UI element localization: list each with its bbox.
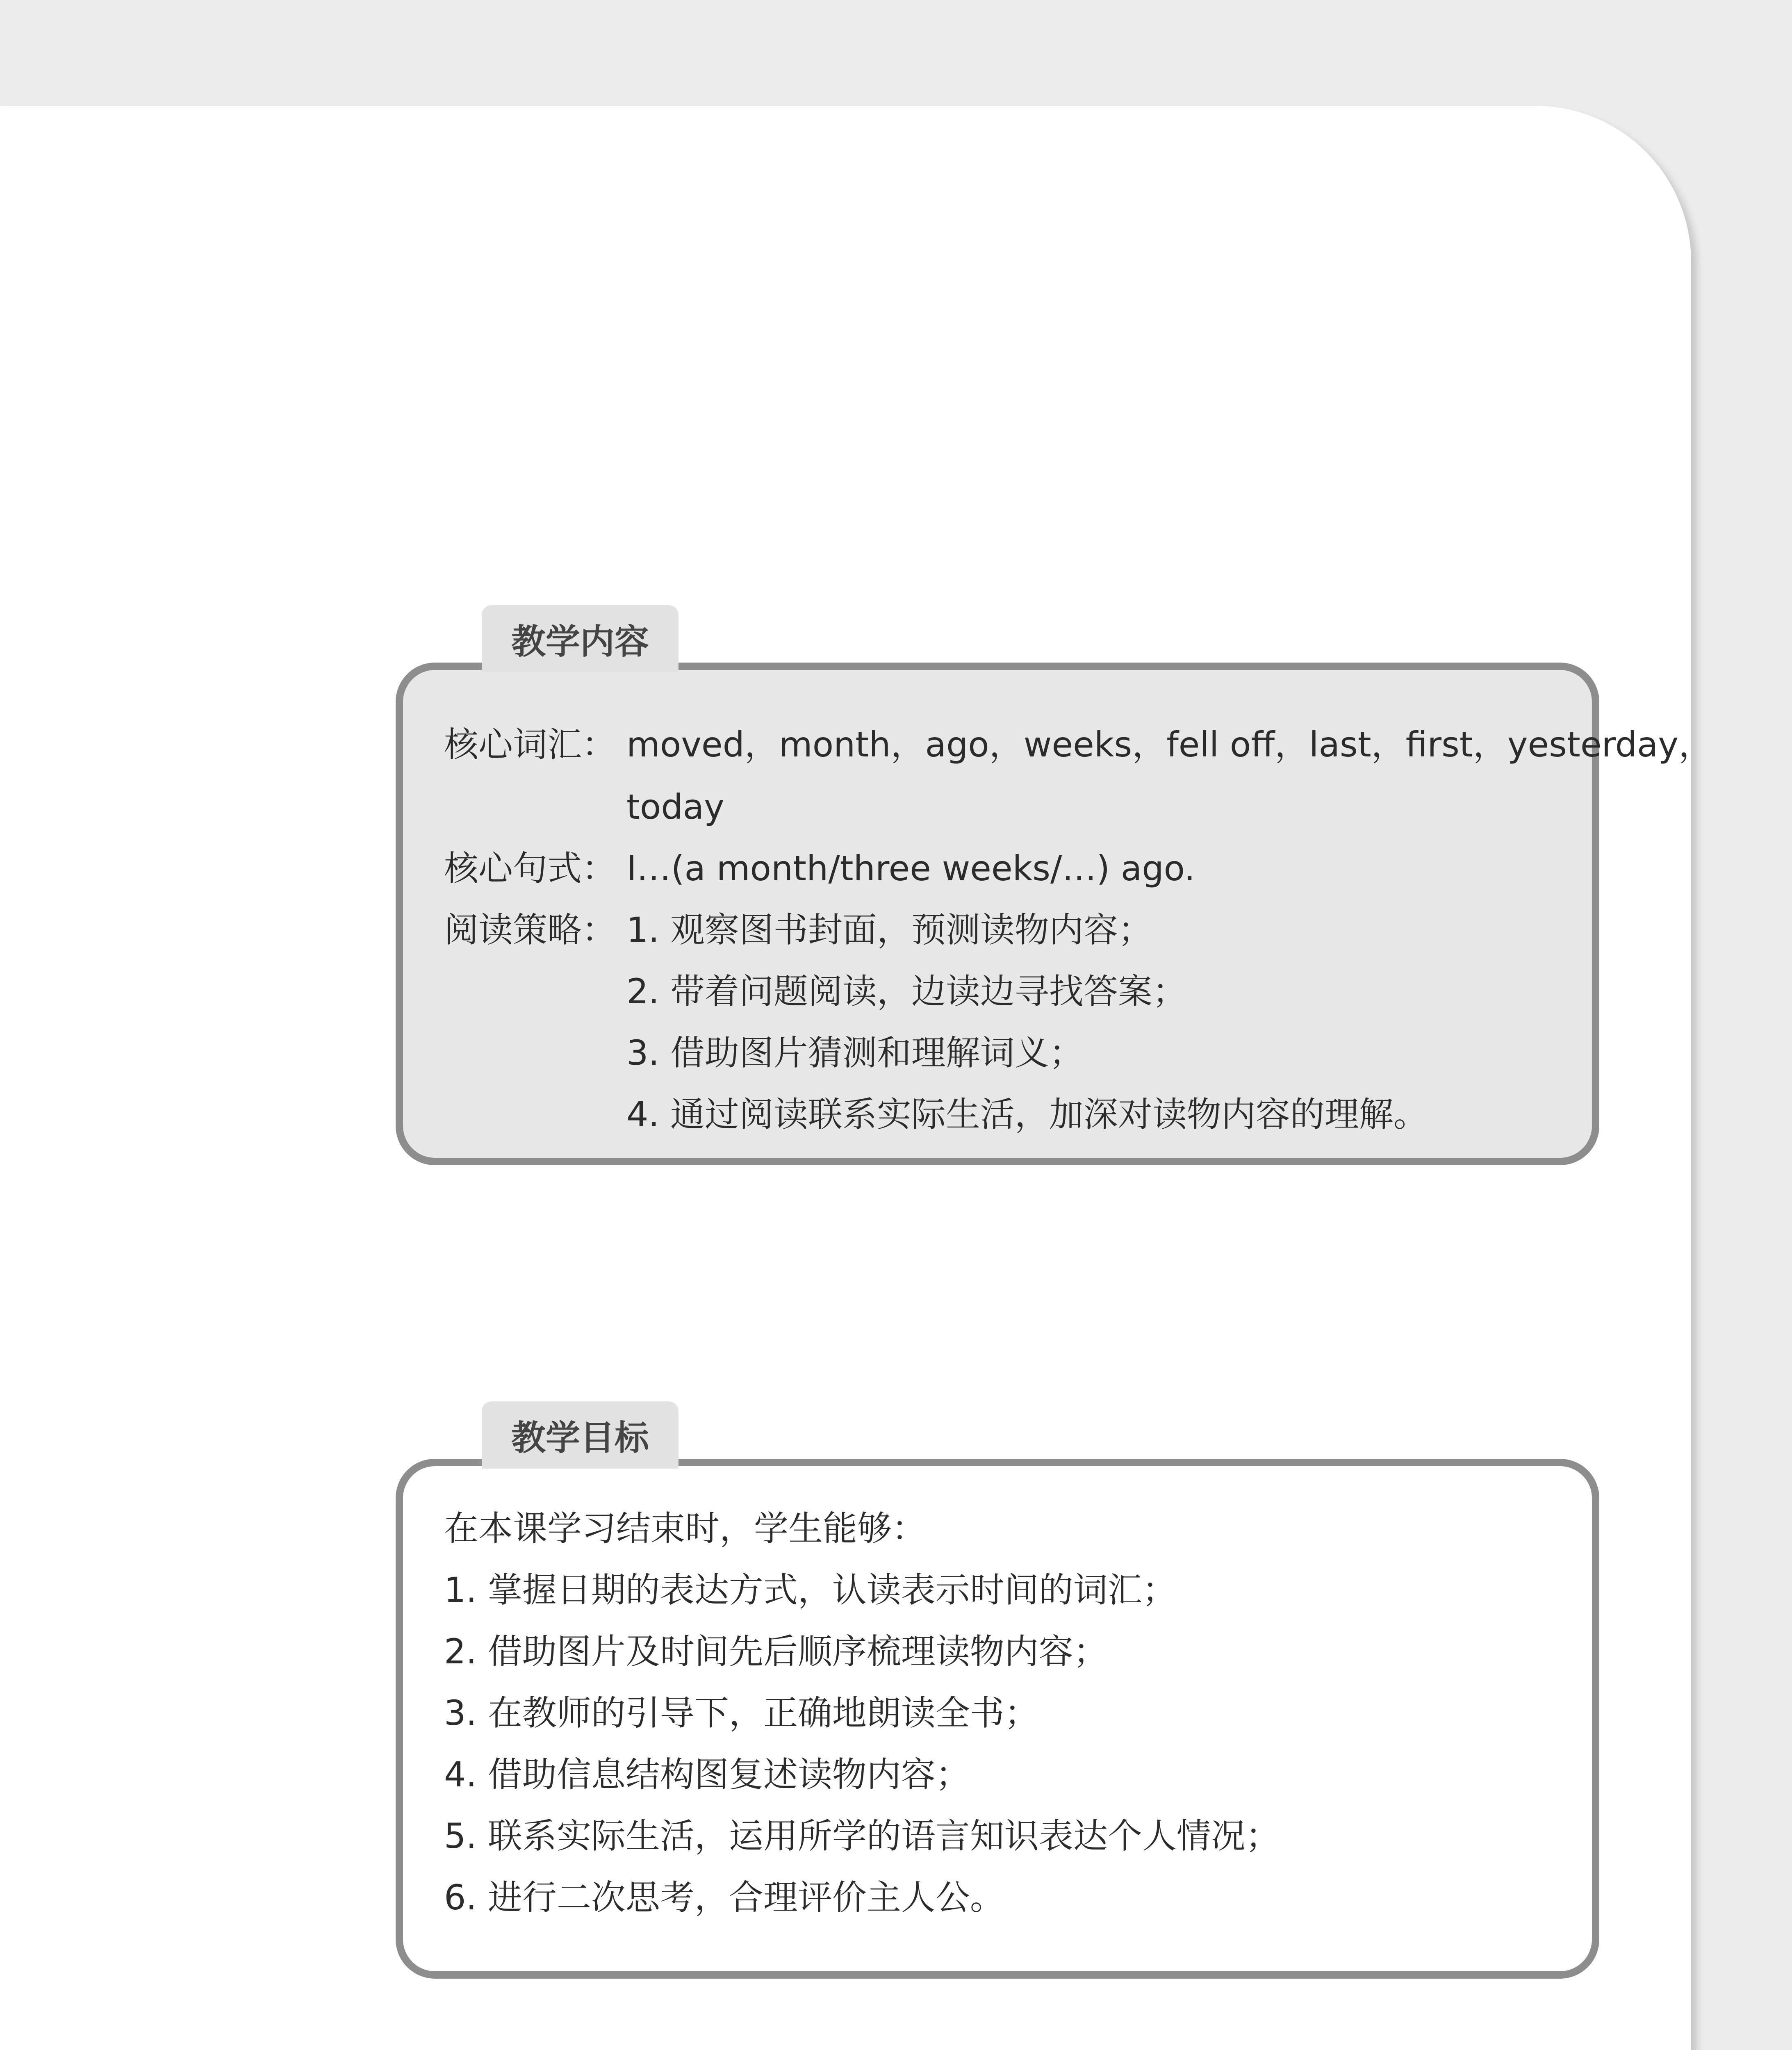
objectives-intro: 在本课学习结束时，学生能够：: [444, 1508, 927, 1549]
objective-item: 6. 进行二次思考，合理评价主人公。: [444, 1877, 1004, 1918]
objective-item: 3. 在教师的引导下，正确地朗读全书；: [444, 1693, 1039, 1733]
strategy-item: 2. 带着问题阅读，边读边寻找答案；: [626, 971, 1187, 1011]
strategy-item: 3. 借助图片猜测和理解词义；: [626, 1033, 1084, 1073]
teaching-objectives-box: [396, 1459, 1599, 1979]
core-sentence: I…(a month/three weeks/…) ago.: [626, 848, 1195, 888]
teaching-content-box: [396, 663, 1713, 1165]
vocab-label: 核心词汇：: [444, 724, 617, 765]
objective-item: 2. 借助图片及时间先后顺序梳理读物内容；: [444, 1631, 1108, 1672]
objective-item: 5. 联系实际生活，运用所学的语言知识表达个人情况；: [444, 1816, 1280, 1856]
objective-item: 4. 借助信息结构图复述读物内容；: [444, 1754, 970, 1795]
teaching-content-tab: 教学内容: [482, 605, 679, 672]
objective-item: 1. 掌握日期的表达方式，认读表示时间的词汇；: [444, 1570, 1177, 1610]
vocab-line-2: today: [626, 787, 724, 827]
teaching-objectives-tab: 教学目标: [482, 1401, 679, 1469]
vocab-line-1: moved，month，ago，weeks，fell off，last，first，yesterday，: [626, 724, 1713, 765]
teaching-content-section: [396, 605, 1713, 1171]
sentence-label: 核心句式：: [444, 848, 617, 888]
strategy-item: 1. 观察图书封面，预测读物内容；: [626, 910, 1152, 950]
teaching-objectives-section: [396, 1401, 1598, 1967]
strategy-item: 4. 通过阅读联系实际生活，加深对读物内容的理解。: [626, 1094, 1428, 1134]
strategy-label: 阅读策略：: [444, 910, 617, 950]
